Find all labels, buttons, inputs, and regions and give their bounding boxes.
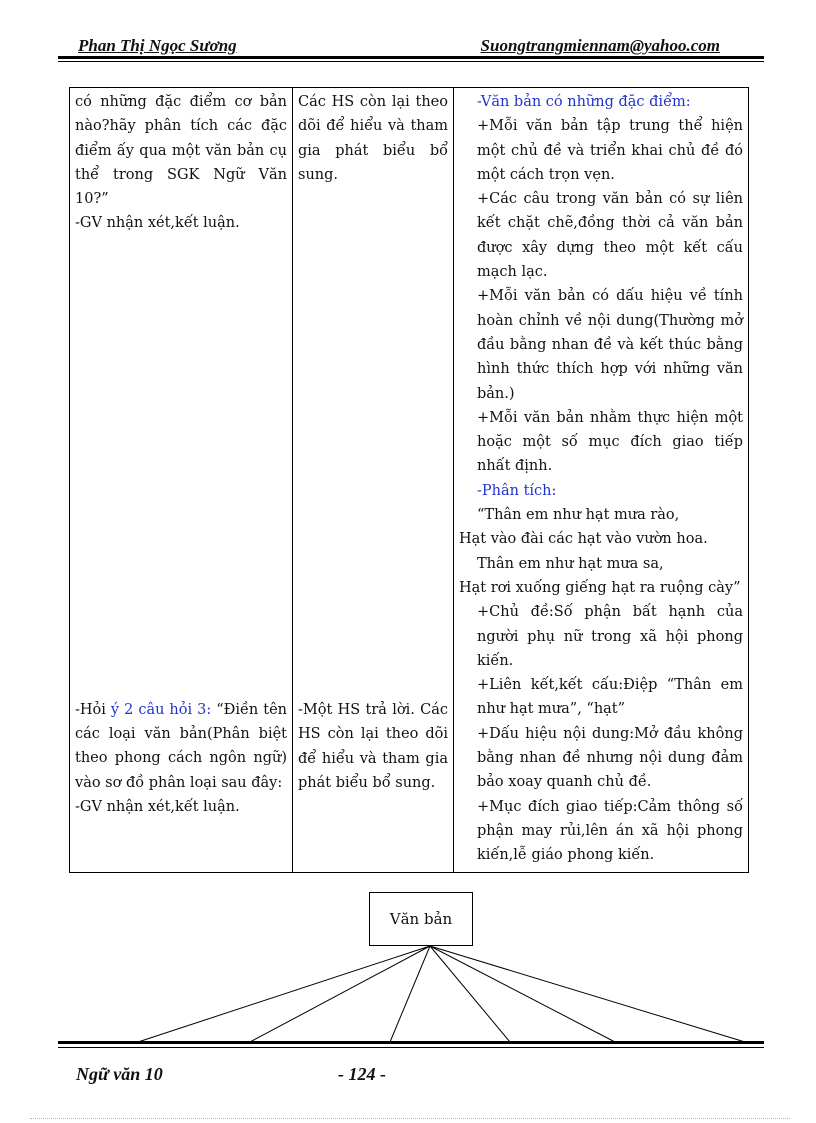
question-reference: ý 2 câu hỏi 3: <box>110 701 212 718</box>
analysis-point: +Mục đích giao tiếp:Cảm thông số phận may rủi,lên án xã hội phong kiến,lễ giáo phong kiến. <box>477 798 743 864</box>
page-bottom-border <box>30 1118 790 1119</box>
diagram-branch-line <box>138 946 430 1042</box>
teacher-question-text: có những đặc điểm cơ bản nào?hãy phân tích các đặc điểm ấy qua một văn bản cụ thể trong SGK Ngữ Văn 10?” <box>75 94 287 208</box>
feature-point: +Mỗi văn bản có dấu hiệu về tính hoàn chỉnh về nội dung(Thường mở đầu bằng nhan đề và kết thúc bằng hình thức thích hợp với những văn bản.) <box>477 288 743 402</box>
feature-point: +Các câu trong văn bản có sự liên kết chặt chẽ,đồng thời cả văn bản được xây dựng theo một kết cấu mạch lạc. <box>477 191 743 281</box>
diagram-root-node: Văn bản <box>369 892 473 946</box>
teacher-conclusion-text: -GV nhận xét,kết luận. <box>75 215 240 232</box>
student-activity-text: Các HS còn lại theo dõi để hiểu và tham gia phát biểu bổ sung. <box>298 94 448 183</box>
poem-line: “Thân em như hạt mưa rào, <box>477 507 680 524</box>
teacher-conclusion-2-text: -GV nhận xét,kết luận. <box>75 798 240 815</box>
analysis-heading: -Phân tích: <box>477 482 557 499</box>
poem-line: Hạt vào đài các hạt vào vườn hoa. <box>459 531 708 548</box>
poem-line: Hạt rơi xuống giếng hạt ra ruộng cày” <box>459 579 741 596</box>
question-2-text: -Hỏi ý 2 câu hỏi 3: “Điền tên các loại văn bản(Phân biệt theo phong cách ngôn ngữ) vào sơ đồ phân loại sau đây: <box>75 701 288 791</box>
student-answer-text: -Một HS trả lời. Các HS còn lại theo dõi để hiểu và tham gia phát biểu bổ sung. <box>298 702 448 792</box>
diagram-branch-line <box>430 946 510 1042</box>
analysis-point: +Liên kết,kết cấu:Điệp “Thân em như hạt mưa”, “hạt” <box>477 677 743 718</box>
footer-rule-thin <box>58 1047 764 1048</box>
page-number: - 124 - <box>338 1064 386 1084</box>
features-heading: -Văn bản có những đặc điểm: <box>477 94 691 110</box>
diagram-branch-line <box>390 946 430 1042</box>
diagram-branch-line <box>250 946 430 1042</box>
analysis-point: +Dấu hiệu nội dung:Mở đầu không bằng nhan đề nhưng nội dung đảm bảo xoay quanh chủ đề. <box>477 725 743 791</box>
header-author: Phan Thị Ngọc Sương <box>78 36 237 55</box>
analysis-point: +Chủ đề:Số phận bất hạnh của người phụ nữ trong xã hội phong kiến. <box>477 604 743 669</box>
header-email[interactable]: Suongtrangmiennam@yahoo.com <box>480 36 720 55</box>
footer-subject: Ngữ văn 10 <box>76 1064 163 1084</box>
footer-rule <box>58 1041 764 1044</box>
feature-point: +Mỗi văn bản nhằm thực hiện một hoặc một số mục đích giao tiếp nhất định. <box>477 409 743 475</box>
poem-line: Thân em như hạt mưa sa, <box>477 555 664 572</box>
feature-point: +Mỗi văn bản tập trung thể hiện một chủ đề và triển khai chủ đề đó một cách trọn vẹn. <box>477 118 743 183</box>
